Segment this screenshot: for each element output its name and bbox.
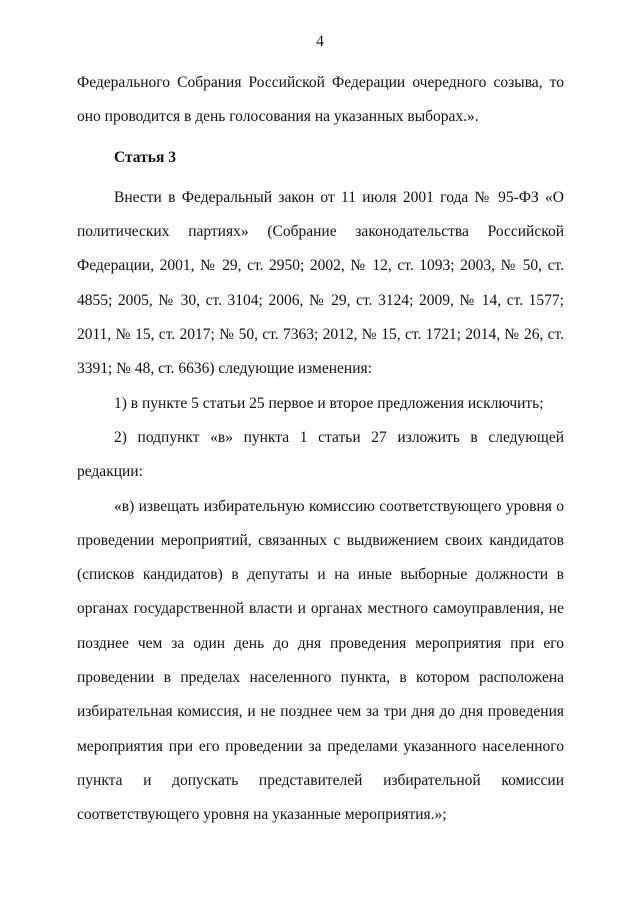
intro-paragraph: Внести в Федеральный закон от 11 июля 2001 года № 95-ФЗ «О политических партиях» (Собрание законодательства Российской Федерации, 2001, № 29, ст. 2950; 2002, № 12, ст. 1093; 2003, № 50, ст. 4855; 2005, № 30, ст. 3104; 2006, № 29, ст. 3124; 2009, № 14, ст. 1577; 2011, № 15, ст. 2017; № 50, ст. 7363; 2012, № 15, ст. 1721; 2014, № 26, ст. 3391; № 48, ст. 6636) следующие изменения: [77,188,564,378]
continuation-paragraph: Федерального Собрания Российской Федерации очередного созыва, то оно проводится в день голосования на указанных выборах.». [77,74,564,126]
document-body [77,66,564,833]
article-heading: Статья 3 [114,148,176,166]
page-number: 4 [316,33,324,50]
quoted-subpoint: «в) извещать избирательную комиссию соответствующего уровня о проведении мероприятий, связанных с выдвижением своих кандидатов (списков кандидатов) в депутаты и на иные выборные должности в органах государственной власти и органах местного самоуправления, не позднее чем за один день до дня проведения мероприятия при его проведении в пределах населенного пункта, в котором расположена избирательная комиссия, и не позднее чем за три дня до дня проведения мероприятия при его проведении за пределами указанного населенного пункта и допускать представителей избирательной комиссии соответствующего уровня на указанные мероприятия.»; [77,497,564,824]
item-2: 2) подпункт «в» пункта 1 статьи 27 изложить в следующей редакции: [77,428,564,481]
item-1: 1) в пункте 5 статьи 25 первое и второе предложения исключить; [114,394,544,412]
